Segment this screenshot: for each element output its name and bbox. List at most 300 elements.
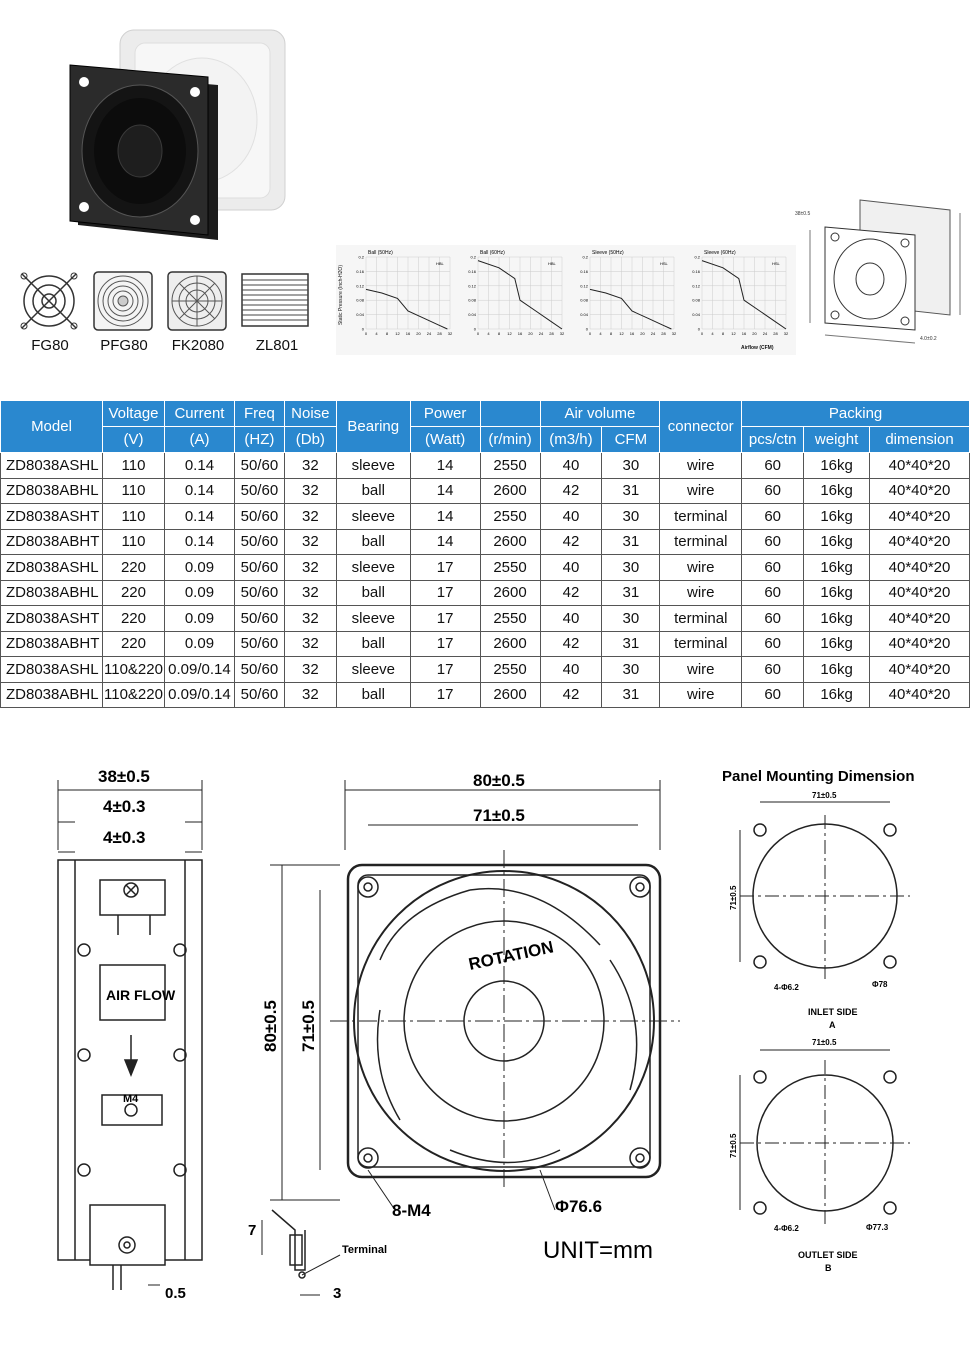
model-cell: ZD8038ABHT	[1, 631, 103, 657]
x-tick-label: 8	[609, 331, 613, 336]
x-tick-label: 4	[487, 331, 490, 336]
performance-curve	[590, 289, 671, 329]
table-cell: 0.09/0.14	[164, 657, 234, 683]
table-cell: 2550	[480, 555, 540, 581]
table-cell: sleeve	[336, 606, 410, 632]
table-cell: 16kg	[804, 555, 870, 581]
table-cell: wire	[660, 580, 742, 606]
table-cell: 220	[102, 606, 164, 632]
table-cell: 60	[742, 504, 804, 530]
screw-label: M4	[123, 1093, 139, 1105]
table-cell: 16kg	[804, 606, 870, 632]
table-cell: 50/60	[234, 453, 284, 479]
model-cell: ZD8038ASHT	[1, 606, 103, 632]
accessory-label: FG80	[31, 337, 69, 354]
y-tick-label: 0.16	[692, 268, 700, 274]
table-cell: 42	[540, 682, 602, 708]
airflow-label: AIR FLOW	[106, 987, 176, 1003]
table-cell: 110	[102, 453, 164, 479]
table-cell: 42	[540, 631, 602, 657]
table-cell: 2550	[480, 504, 540, 530]
sub-m3h: (m3/h)	[540, 427, 602, 453]
x-tick-label: 12	[731, 331, 736, 336]
sub-speed: (r/min)	[480, 427, 540, 453]
sub-pcs: pcs/ctn	[742, 427, 804, 453]
accessory-label: PFG80	[100, 337, 148, 354]
x-tick-label: 32	[671, 331, 677, 336]
col-packing: Packing	[742, 401, 970, 427]
y-tick-label: 0.04	[580, 312, 588, 318]
unit-label: UNIT=mm	[543, 1237, 653, 1264]
table-cell: 40*40*20	[870, 606, 970, 632]
col-connector: connector	[660, 401, 742, 453]
model-cell: ZD8038ASHL	[1, 453, 103, 479]
table-cell: 30	[602, 504, 660, 530]
y-tick-label: 0.2	[582, 254, 588, 260]
table-cell: 40*40*20	[870, 555, 970, 581]
table-cell: 50/60	[234, 504, 284, 530]
table-cell: 40	[540, 453, 602, 479]
x-tick-label: 20	[752, 331, 757, 336]
table-row	[1, 682, 970, 708]
table-cell: wire	[660, 657, 742, 683]
col-power: Power	[410, 401, 480, 427]
table-cell: 31	[602, 682, 660, 708]
x-tick-label: 16	[517, 331, 523, 336]
performance-curve	[366, 289, 447, 329]
x-tick-label: 0	[476, 331, 480, 336]
y-tick-label: 0	[473, 326, 476, 332]
table-cell: 2600	[480, 478, 540, 504]
table-cell: 50/60	[234, 657, 284, 683]
table-cell: 16kg	[804, 657, 870, 683]
table-cell: 50/60	[234, 606, 284, 632]
x-tick-label: 16	[629, 331, 635, 336]
y-tick-label: 0.12	[356, 283, 364, 289]
table-cell: 60	[742, 529, 804, 555]
inlet-span-h: 71±0.5	[812, 791, 837, 800]
terminal-label: Terminal	[342, 1244, 388, 1256]
chart-title: Sleeve (50Hz)	[592, 250, 624, 256]
x-tick-label: 28	[549, 331, 554, 336]
table-cell: 16kg	[804, 529, 870, 555]
outlet-letter: B	[825, 1263, 832, 1273]
table-cell: 17	[410, 555, 480, 581]
sub-current: (A)	[164, 427, 234, 453]
table-cell: terminal	[660, 631, 742, 657]
table-cell: 40	[540, 657, 602, 683]
table-row	[1, 504, 970, 530]
panel-outlet-view	[740, 1050, 910, 1225]
terminal-dim-7: 7	[248, 1222, 257, 1239]
panel-inlet-view	[740, 802, 910, 980]
table-cell: 16kg	[804, 580, 870, 606]
table-cell: 30	[602, 606, 660, 632]
x-tick-label: 16	[741, 331, 747, 336]
holes-label: 8-M4	[392, 1201, 431, 1220]
y-tick-label: 0.08	[580, 297, 588, 303]
table-cell: wire	[660, 453, 742, 479]
model-cell: ZD8038ABHL	[1, 682, 103, 708]
table-row	[1, 453, 970, 479]
table-cell: 40*40*20	[870, 682, 970, 708]
table-cell: sleeve	[336, 504, 410, 530]
y-tick-label: 0	[585, 326, 588, 332]
table-row	[1, 478, 970, 504]
table-row	[1, 529, 970, 555]
table-cell: 60	[742, 580, 804, 606]
chart-legend: HSL	[772, 261, 780, 266]
y-tick-label: 0.12	[580, 283, 588, 289]
inlet-holes: 4-Φ6.2	[774, 983, 799, 992]
table-cell: 31	[602, 631, 660, 657]
sub-freq: (HZ)	[234, 427, 284, 453]
inlet-span-v: 71±0.5	[729, 885, 738, 910]
x-tick-label: 8	[497, 331, 501, 336]
table-cell: 0.09	[164, 580, 234, 606]
table-cell: 0.09	[164, 555, 234, 581]
model-cell: ZD8038ABHL	[1, 580, 103, 606]
table-cell: 2600	[480, 682, 540, 708]
x-tick-label: 32	[447, 331, 453, 336]
table-cell: 60	[742, 657, 804, 683]
y-tick-label: 0.12	[692, 283, 700, 289]
col-air-volume: Air volume	[540, 401, 660, 427]
table-cell: 0.09/0.14	[164, 682, 234, 708]
col-noise: Noise	[284, 401, 336, 427]
table-cell: 60	[742, 453, 804, 479]
table-cell: 16kg	[804, 478, 870, 504]
y-tick-label: 0	[697, 326, 700, 332]
table-cell: 14	[410, 529, 480, 555]
table-cell: 32	[284, 657, 336, 683]
table-cell: 110&220	[102, 657, 164, 683]
x-tick-label: 12	[619, 331, 624, 336]
chart-legend: HBL	[548, 261, 556, 266]
fan-product-photo	[40, 25, 300, 250]
table-cell: sleeve	[336, 453, 410, 479]
table-row	[1, 606, 970, 632]
x-tick-label: 32	[559, 331, 565, 336]
sub-power: (Watt)	[410, 427, 480, 453]
x-tick-label: 0	[700, 331, 704, 336]
y-tick-label: 0.2	[470, 254, 476, 260]
table-cell: ball	[336, 631, 410, 657]
table-cell: 50/60	[234, 478, 284, 504]
table-cell: 50/60	[234, 682, 284, 708]
y-tick-label: 0.16	[356, 268, 364, 274]
x-tick-label: 28	[437, 331, 442, 336]
filter-guard-icon	[166, 270, 228, 332]
side-view	[58, 780, 340, 1295]
table-cell: 2550	[480, 657, 540, 683]
x-tick-label: 8	[385, 331, 389, 336]
x-tick-label: 16	[405, 331, 411, 336]
chart-title: Ball (60Hz)	[480, 250, 505, 256]
table-cell: 30	[602, 555, 660, 581]
table-cell: terminal	[660, 529, 742, 555]
spec-table	[0, 400, 970, 708]
table-cell: 60	[742, 555, 804, 581]
x-tick-label: 32	[783, 331, 789, 336]
outlet-span-v: 71±0.5	[729, 1133, 738, 1158]
col-speed-blank	[480, 401, 540, 427]
accessory-pfg80	[92, 270, 156, 354]
front-view	[270, 780, 680, 1210]
table-cell: 16kg	[804, 504, 870, 530]
table-cell: 2600	[480, 631, 540, 657]
outlet-side: OUTLET SIDE	[798, 1250, 858, 1260]
table-cell: wire	[660, 682, 742, 708]
spec-table-body	[1, 453, 970, 708]
table-cell: ball	[336, 478, 410, 504]
table-cell: 14	[410, 504, 480, 530]
inlet-side: INLET SIDE	[808, 1007, 858, 1017]
x-tick-label: 28	[661, 331, 666, 336]
table-cell: 2550	[480, 453, 540, 479]
x-tick-label: 28	[773, 331, 778, 336]
table-cell: 60	[742, 478, 804, 504]
x-tick-label: 0	[364, 331, 368, 336]
table-cell: 60	[742, 682, 804, 708]
table-cell: 40*40*20	[870, 657, 970, 683]
sub-voltage: (V)	[102, 427, 164, 453]
performance-chart	[468, 250, 565, 336]
sub-cfm: CFM	[602, 427, 660, 453]
table-cell: 14	[410, 453, 480, 479]
table-cell: wire	[660, 555, 742, 581]
y-tick-label: 0.08	[692, 297, 700, 303]
diameter-label: Φ76.6	[555, 1197, 603, 1216]
table-cell: 17	[410, 682, 480, 708]
table-cell: 50/60	[234, 580, 284, 606]
accessory-fg80	[18, 270, 82, 354]
table-cell: 2550	[480, 606, 540, 632]
panel-title: Panel Mounting Dimension	[722, 768, 915, 785]
table-cell: 60	[742, 631, 804, 657]
table-cell: 32	[284, 606, 336, 632]
table-cell: 30	[602, 453, 660, 479]
table-cell: 16kg	[804, 631, 870, 657]
table-cell: 220	[102, 580, 164, 606]
table-cell: 40	[540, 606, 602, 632]
pressure-axis-label: Static Pressure (Inch-H2O)	[338, 265, 344, 326]
outlet-holes: 4-Φ6.2	[774, 1224, 799, 1233]
table-cell: 110	[102, 504, 164, 530]
y-tick-label: 0.12	[468, 283, 476, 289]
table-row	[1, 631, 970, 657]
table-cell: 40*40*20	[870, 453, 970, 479]
table-cell: 0.09	[164, 631, 234, 657]
table-cell: 2600	[480, 580, 540, 606]
table-cell: 60	[742, 606, 804, 632]
table-cell: 31	[602, 529, 660, 555]
x-tick-label: 24	[762, 331, 768, 336]
x-tick-label: 20	[528, 331, 533, 336]
table-cell: 40	[540, 504, 602, 530]
x-tick-label: 12	[507, 331, 512, 336]
x-tick-label: 0	[588, 331, 592, 336]
table-cell: 40*40*20	[870, 478, 970, 504]
table-cell: 32	[284, 453, 336, 479]
table-cell: sleeve	[336, 657, 410, 683]
col-freq: Freq	[234, 401, 284, 427]
table-cell: 17	[410, 606, 480, 632]
table-cell: 32	[284, 631, 336, 657]
table-cell: ball	[336, 580, 410, 606]
table-cell: 0.14	[164, 453, 234, 479]
table-cell: 32	[284, 580, 336, 606]
table-cell: terminal	[660, 504, 742, 530]
x-tick-label: 4	[599, 331, 602, 336]
performance-chart	[692, 250, 789, 336]
front-height: 80±0.5	[261, 1000, 280, 1052]
table-cell: 32	[284, 682, 336, 708]
airflow-axis-label: Airflow (CFM)	[741, 345, 774, 351]
plastic-guard-icon	[92, 270, 154, 332]
rotation-label: ROTATION	[466, 937, 556, 974]
chart-title: Ball (50Hz)	[368, 250, 393, 256]
x-tick-label: 4	[711, 331, 714, 336]
table-cell: wire	[660, 478, 742, 504]
table-cell: 14	[410, 478, 480, 504]
table-cell: 220	[102, 555, 164, 581]
accessory-label: ZL801	[255, 337, 299, 354]
side-dim-05: 0.5	[165, 1285, 186, 1302]
chart-title: Sleeve (60Hz)	[704, 250, 736, 256]
sub-weight: weight	[804, 427, 870, 453]
table-cell: 42	[540, 478, 602, 504]
table-cell: 40	[540, 555, 602, 581]
side-dim-4b: 4±0.3	[103, 828, 146, 847]
accessory-zl801	[240, 270, 314, 354]
model-cell: ZD8038ASHT	[1, 504, 103, 530]
table-cell: 40*40*20	[870, 504, 970, 530]
y-tick-label: 0.2	[694, 254, 700, 260]
outlet-dia: Φ77.3	[866, 1223, 889, 1232]
terminal-dim-3: 3	[333, 1285, 342, 1302]
y-tick-label: 0.04	[692, 312, 700, 318]
table-cell: 17	[410, 657, 480, 683]
table-row	[1, 555, 970, 581]
y-tick-label: 0.08	[468, 297, 476, 303]
sub-noise: (Db)	[284, 427, 336, 453]
table-cell: 31	[602, 580, 660, 606]
table-cell: 220	[102, 631, 164, 657]
performance-chart	[580, 250, 677, 336]
table-cell: ball	[336, 682, 410, 708]
side-dim-4a: 4±0.3	[103, 797, 146, 816]
table-cell: ball	[336, 529, 410, 555]
table-cell: 50/60	[234, 555, 284, 581]
x-tick-label: 24	[426, 331, 432, 336]
x-tick-label: 20	[640, 331, 645, 336]
table-subheader-row	[1, 427, 970, 453]
table-cell: 40*40*20	[870, 529, 970, 555]
chart-legend: HSL	[660, 261, 668, 266]
outlet-span-h: 71±0.5	[812, 1038, 837, 1047]
table-cell: 50/60	[234, 631, 284, 657]
y-tick-label: 0.2	[358, 254, 364, 260]
table-cell: 42	[540, 529, 602, 555]
table-row	[1, 580, 970, 606]
x-tick-label: 24	[538, 331, 544, 336]
sub-dimension: dimension	[870, 427, 970, 453]
table-cell: 32	[284, 555, 336, 581]
table-cell: 32	[284, 504, 336, 530]
model-cell: ZD8038ASHL	[1, 555, 103, 581]
table-cell: 16kg	[804, 453, 870, 479]
table-cell: 40*40*20	[870, 580, 970, 606]
svg-text:38±0.5: 38±0.5	[795, 211, 811, 217]
col-voltage: Voltage	[102, 401, 164, 427]
table-cell: 31	[602, 478, 660, 504]
model-cell: ZD8038ASHL	[1, 657, 103, 683]
table-cell: 17	[410, 580, 480, 606]
table-cell: 110	[102, 478, 164, 504]
table-cell: 110	[102, 529, 164, 555]
table-row	[1, 657, 970, 683]
fan-3d-dimension-diagram	[790, 195, 970, 350]
performance-curves	[336, 245, 796, 355]
front-width: 80±0.5	[473, 771, 525, 790]
table-cell: 40*40*20	[870, 631, 970, 657]
table-cell: 110&220	[102, 682, 164, 708]
table-header-row	[1, 401, 970, 427]
chart-legend: HBL	[436, 261, 444, 266]
model-cell: ZD8038ABHT	[1, 529, 103, 555]
col-model: Model	[1, 401, 103, 453]
y-tick-label: 0.04	[356, 312, 364, 318]
table-cell: terminal	[660, 606, 742, 632]
table-cell: 0.14	[164, 504, 234, 530]
table-cell: 32	[284, 529, 336, 555]
col-current: Current	[164, 401, 234, 427]
engineering-drawing	[0, 730, 970, 1361]
x-tick-label: 12	[395, 331, 400, 336]
col-bearing: Bearing	[336, 401, 410, 453]
front-hole-span-v: 71±0.5	[299, 1000, 318, 1052]
x-tick-label: 24	[650, 331, 656, 336]
x-tick-label: 20	[416, 331, 421, 336]
y-tick-label: 0.08	[356, 297, 364, 303]
svg-text:4.0±0.2: 4.0±0.2	[920, 336, 937, 342]
y-tick-label: 0.04	[468, 312, 476, 318]
table-cell: 50/60	[234, 529, 284, 555]
inlet-dia: Φ78	[872, 980, 888, 989]
inlet-letter: A	[829, 1020, 836, 1030]
performance-chart	[356, 250, 453, 336]
table-cell: 2600	[480, 529, 540, 555]
table-cell: 0.14	[164, 478, 234, 504]
model-cell: ZD8038ABHL	[1, 478, 103, 504]
finger-guard-icon	[18, 270, 80, 332]
filter-pad-icon	[240, 270, 310, 332]
table-cell: 42	[540, 580, 602, 606]
x-tick-label: 8	[721, 331, 725, 336]
table-cell: 0.14	[164, 529, 234, 555]
y-tick-label: 0	[361, 326, 364, 332]
table-cell: 32	[284, 478, 336, 504]
performance-curves-svg	[336, 245, 796, 355]
table-cell: 0.09	[164, 606, 234, 632]
table-cell: 17	[410, 631, 480, 657]
x-tick-label: 4	[375, 331, 378, 336]
y-tick-label: 0.16	[580, 268, 588, 274]
accessory-label: FK2080	[171, 337, 225, 354]
table-cell: sleeve	[336, 555, 410, 581]
side-dim-38: 38±0.5	[98, 767, 150, 786]
